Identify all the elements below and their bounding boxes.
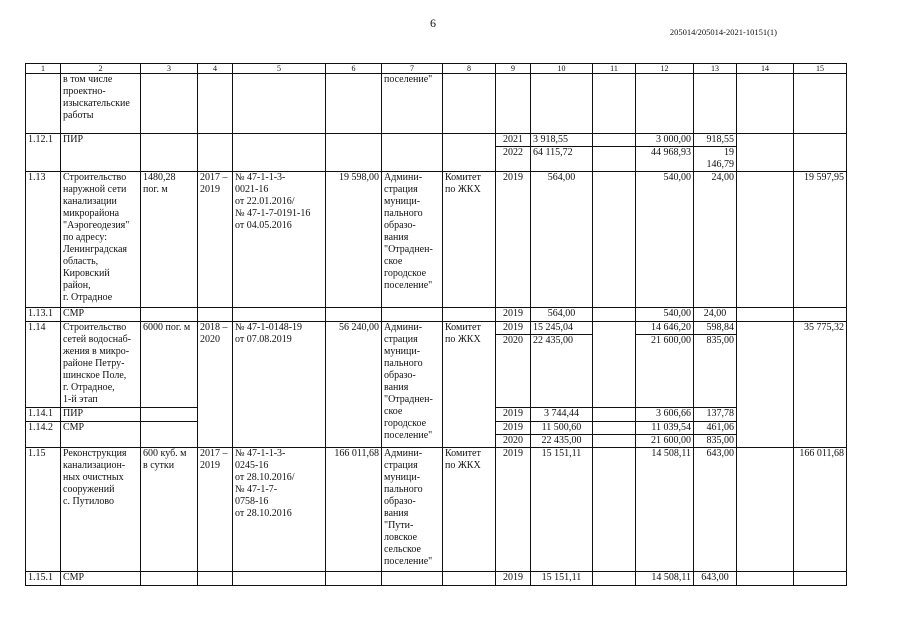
capacity-cell: 6000 пог. м: [141, 322, 198, 408]
amount-cell: [694, 322, 737, 408]
amount-cell: 15 151,11: [531, 572, 593, 586]
amount-cell: [636, 322, 694, 408]
amount-cell: 19 146,79: [694, 147, 737, 172]
period-cell: 2017 – 2019: [198, 448, 233, 572]
owner-cell: Админи- страция муници- пального образо- вания "Отраднен- ское городское поселение": [382, 322, 443, 448]
table-row: [26, 172, 847, 308]
document-id: 205014/205014-2021-10151(1): [669, 27, 777, 37]
committee-cell: Комитет по ЖКХ: [443, 172, 496, 308]
row-number: 1.14: [26, 322, 61, 408]
cost-cell: 19 598,00: [326, 172, 382, 308]
year-cell: 2019: [496, 422, 531, 435]
column-number: 15: [794, 64, 847, 74]
amount-value: 835,00: [694, 334, 736, 347]
amount-cell: 24,00: [694, 172, 737, 308]
amount-cell: 918,55: [694, 134, 737, 147]
row-name: СМР: [61, 422, 141, 448]
expertise-cell: № 47-1-1-3- 0245-16 от 28.10.2016/ № 47-1-7- 0758-16 от 28.10.2016: [233, 448, 326, 572]
row-name: СМР: [61, 308, 141, 322]
amount-cell: 22 435,00: [531, 435, 593, 448]
year-cell: 2022: [496, 147, 531, 172]
column-number-row: [26, 64, 847, 74]
column-number: 3: [141, 64, 198, 74]
amount-cell: 64 115,72: [531, 147, 593, 172]
row-number: 1.15.1: [26, 572, 61, 586]
column-number: 6: [326, 64, 382, 74]
amount-value: 22 435,00: [531, 334, 592, 347]
committee-cell: Комитет по ЖКХ: [443, 322, 496, 448]
remaining-cell: 35 775,32: [794, 322, 847, 448]
column-number: 13: [694, 64, 737, 74]
committee-cell: Комитет по ЖКХ: [443, 448, 496, 572]
table-row: [26, 308, 847, 322]
amount-cell: 44 968,93: [636, 147, 694, 172]
year-cell: 2019: [496, 172, 531, 308]
amount-cell: [531, 322, 593, 408]
amount-value: 21 600,00: [636, 334, 693, 347]
amount-cell: 11 039,54: [636, 422, 694, 435]
column-number: 5: [233, 64, 326, 74]
row-name: Строительство наружной сети канализации микрорайона "Аэрогеодезия" по адресу: Ленинградская область, Кировский район, г. Отрадное: [61, 172, 141, 308]
table-row: [26, 134, 847, 147]
year-value: 2019: [503, 322, 523, 333]
year-cell: 2020: [496, 435, 531, 448]
year-cell: [496, 322, 531, 408]
column-number: 4: [198, 64, 233, 74]
column-number: 11: [593, 64, 636, 74]
owner-cell: Админи- страция муници- пального образо- вания "Отраднен- ское городское поселение": [382, 172, 443, 308]
capacity-cell: 1480,28 пог. м: [141, 172, 198, 308]
row-number: 1.15: [26, 448, 61, 572]
amount-cell: 3 918,55: [531, 134, 593, 147]
table-row: [26, 572, 847, 586]
column-number: 12: [636, 64, 694, 74]
amount-cell: 3 000,00: [636, 134, 694, 147]
owner-cell: поселение": [382, 74, 443, 134]
column-number: 10: [531, 64, 593, 74]
period-cell: 2018 – 2020: [198, 322, 233, 448]
table-row: [26, 322, 847, 408]
row-number: 1.13.1: [26, 308, 61, 322]
row-number: 1.14.1: [26, 408, 61, 422]
amount-cell: 540,00: [636, 172, 694, 308]
amount-cell: 11 500,60: [531, 422, 593, 435]
table-row: [26, 448, 847, 572]
cost-cell: 166 011,68: [326, 448, 382, 572]
row-number: 1.13: [26, 172, 61, 308]
amount-cell: 540,00: [636, 308, 694, 322]
year-cell: 2019: [496, 572, 531, 586]
amount-cell: 14 508,11: [636, 572, 694, 586]
row-number: 1.14.2: [26, 422, 61, 448]
row-name: Строительство сетей водоснаб- жения в микро- районе Петру- шинское Поле, г. Отрадное, 1-й этап: [61, 322, 141, 408]
row-name: ПИР: [61, 134, 141, 172]
amount-cell: 15 151,11: [531, 448, 593, 572]
row-name: ПИР: [61, 408, 141, 422]
expertise-cell: № 47-1-1-3- 0021-16 от 22.01.2016/ № 47-1-7-0191-16 от 04.05.2016: [233, 172, 326, 308]
column-number: 7: [382, 64, 443, 74]
amount-cell: 564,00: [531, 172, 593, 308]
column-number: 1: [26, 64, 61, 74]
remaining-cell: 19 597,95: [794, 172, 847, 308]
amount-cell: 21 600,00: [636, 435, 694, 448]
amount-cell: 3 606,66: [636, 408, 694, 422]
row-number: 1.12.1: [26, 134, 61, 172]
amount-value: 15 245,04: [533, 322, 573, 333]
amount-cell: 564,00: [531, 308, 593, 322]
amount-cell: 643,00: [694, 572, 737, 586]
row-name: СМР: [61, 572, 141, 586]
amount-cell: 14 508,11: [636, 448, 694, 572]
amount-cell: 3 744,44: [531, 408, 593, 422]
year-value: 2020: [496, 334, 530, 347]
amount-cell: 461,06: [694, 422, 737, 435]
row-name: Реконструкция канализацион- ных очистных сооружений с. Путилово: [61, 448, 141, 572]
capacity-cell: 600 куб. м в сутки: [141, 448, 198, 572]
amount-cell: 137,78: [694, 408, 737, 422]
year-cell: 2019: [496, 408, 531, 422]
column-number: 8: [443, 64, 496, 74]
column-number: 9: [496, 64, 531, 74]
amount-cell: 643,00: [694, 448, 737, 572]
expertise-cell: № 47-1-0148-19 от 07.08.2019: [233, 322, 326, 448]
amount-value: 14 646,20: [651, 322, 691, 333]
column-number: 2: [61, 64, 141, 74]
year-cell: 2019: [496, 308, 531, 322]
owner-cell: Админи- страция муници- пального образо- вания "Пути- ловское сельское поселение": [382, 448, 443, 572]
table-row: [26, 74, 847, 134]
remaining-cell: 166 011,68: [794, 448, 847, 572]
year-cell: 2021: [496, 134, 531, 147]
row-name: в том числе проектно- изыскательские работы: [61, 74, 141, 134]
amount-value: 598,84: [706, 322, 734, 333]
period-cell: 2017 – 2019: [198, 172, 233, 308]
budget-table: [25, 63, 847, 586]
column-number: 14: [737, 64, 794, 74]
year-cell: 2019: [496, 448, 531, 572]
amount-cell: 24,00: [694, 308, 737, 322]
page-number: 6: [430, 16, 436, 30]
amount-cell: 835,00: [694, 435, 737, 448]
cost-cell: 56 240,00: [326, 322, 382, 448]
